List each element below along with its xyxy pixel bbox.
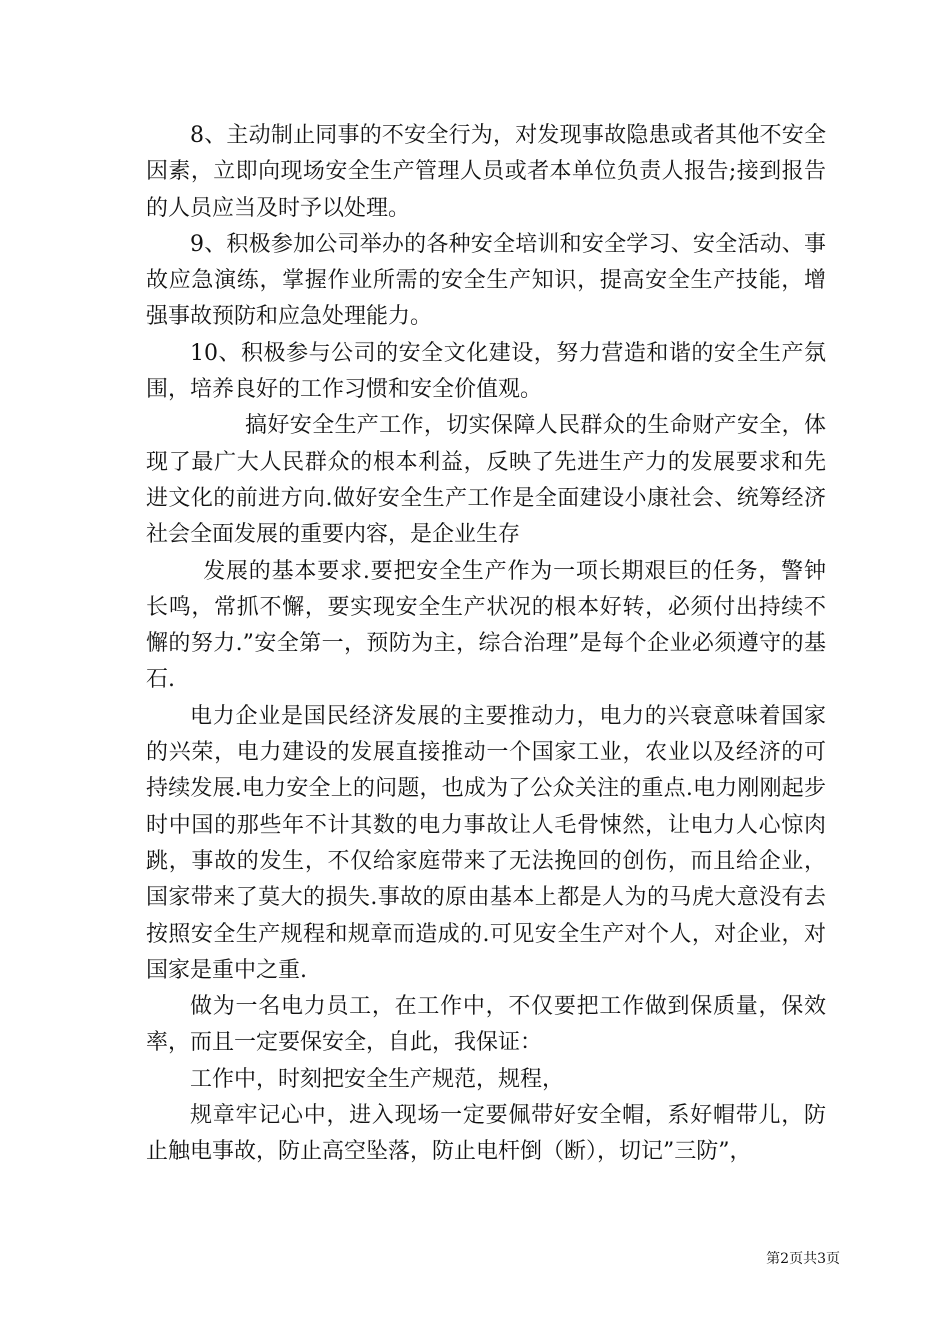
paragraph-employee-pledge: 做为一名电力员工，在工作中，不仅要把工作做到保质量，保效率，而且一定要保安全，自此，我保证： xyxy=(146,994,826,1056)
paragraph-regulations: 规章牢记心中，进入现场一定要佩带好安全帽，系好帽带儿，防止触电事故，防止高空坠落，防止电杆倒（断），切记”三防”， xyxy=(146,1103,826,1165)
paragraph-safety-production: 搞好安全生产工作，切实保障人民群众的生命财产安全，体现了最广大人民群众的根本利益，反映了先进生产力的发展要求和先进文化的前进方向.做好安全生产工作是全面建设小康社会、统筹经济社会全面发展的重要内容，是企业生存 xyxy=(146,413,826,548)
paragraph-item-8: 8、主动制止同事的不安全行为，对发现事故隐患或者其他不安全因素，立即向现场安全生产管理人员或者本单位负责人报告;接到报告的人员应当及时予以处理。 xyxy=(146,123,826,221)
paragraph-power-enterprise: 电力企业是国民经济发展的主要推动力，电力的兴衰意味着国家的兴荣，电力建设的发展直接推动一个国家工业，农业以及经济的可持续发展.电力安全上的问题，也成为了公众关注的重点.电力刚刚起步时中国的那些年不计其数的电力事故让人毛骨悚然，让电力人心惊肉跳，事故的发生，不仅给家庭带来了无法挽回的创伤，而且给企业，国家带来了莫大的损失.事故的原由基本上都是人为的马虎大意没有去按照安全生产规程和规章而造成的.可见安全生产对个人，对企业，对国家是重中之重. xyxy=(146,703,826,983)
paragraph-development-requirements: 发展的基本要求.要把安全生产作为一项长期艰巨的任务，警钟长鸣，常抓不懈，要实现安全生产状况的根本好转，必须付出持续不懈的努力.”安全第一，预防为主，综合治理”是每个企业必须遵守的基石. xyxy=(146,558,826,693)
page-number-footer: 第2页共3页 xyxy=(766,1251,840,1267)
paragraph-item-10: 10、积极参与公司的安全文化建设，努力营造和谐的安全生产氛围，培养良好的工作习惯和安全价值观。 xyxy=(146,340,826,403)
paragraph-item-9: 9、积极参加公司举办的各种安全培训和安全学习、安全活动、事故应急演练，掌握作业所需的安全生产知识，提高安全生产技能，增强事故预防和应急处理能力。 xyxy=(146,231,826,330)
paragraph-work-rules: 工作中，时刻把安全生产规范，规程， xyxy=(190,1066,565,1092)
document-body xyxy=(146,118,826,1171)
